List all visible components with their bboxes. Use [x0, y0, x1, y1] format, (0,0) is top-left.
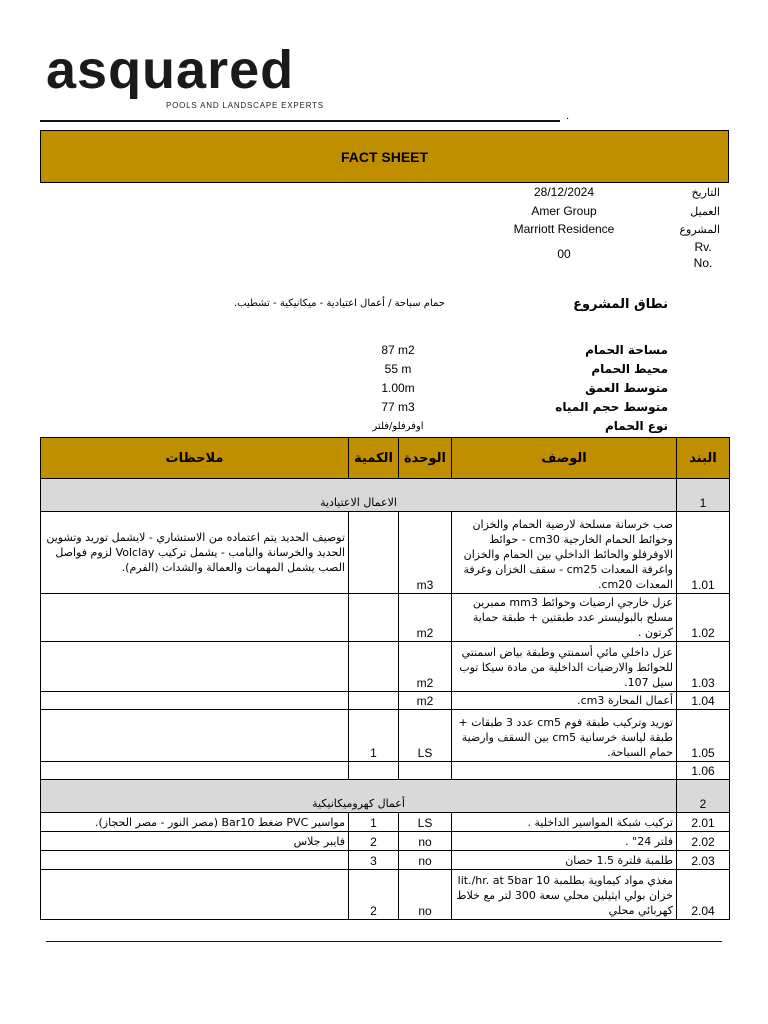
- table-row: [41, 832, 730, 851]
- scope-label: نطاق المشروع: [573, 297, 668, 312]
- items-table: [40, 437, 730, 920]
- row-qty: [349, 512, 399, 594]
- row-number: 1.04: [677, 692, 730, 710]
- section-number: 2: [677, 780, 730, 813]
- section-row: [41, 780, 730, 813]
- row-number: 1.03: [677, 642, 730, 692]
- row-qty: [349, 762, 399, 780]
- quantity-header: الكمية: [349, 438, 399, 479]
- table-row: [41, 762, 730, 780]
- section-row: [41, 479, 730, 512]
- row-qty: [349, 692, 399, 710]
- document-title: FACT SHEET: [40, 130, 729, 183]
- row-number: 1.02: [677, 594, 730, 642]
- client-label: العميل: [690, 206, 720, 218]
- water-volume-value: 77 m3: [381, 400, 415, 414]
- row-note: توصيف الحديد يتم اعتماده من الاستشاري - لايشمل توريد وتشوين الحديد والخرسانة والبامب - يشمل تركيب Volclay لزوم فواصل الصب يشمل المهمات والعمالة والشدات (الفرم).: [41, 512, 349, 594]
- row-note: [41, 762, 349, 780]
- table-row: [41, 870, 730, 920]
- pool-type-value: اوفرفلو/فلتر: [372, 421, 424, 432]
- footer-divider: [46, 941, 722, 942]
- row-description: توريد وتركيب طبقة فوم cm5 عدد 3 طبقات + طبقة لياسة خرسانية cm5 بين السقف وارضية حمام السباحة.: [452, 710, 677, 762]
- table-row: [41, 710, 730, 762]
- row-unit: no: [399, 870, 452, 920]
- row-unit: m2: [399, 642, 452, 692]
- date-label: التاريخ: [691, 187, 720, 199]
- header-divider: [40, 120, 560, 122]
- notes-header: ملاحظات: [41, 438, 349, 479]
- row-unit: m2: [399, 594, 452, 642]
- row-qty: 2: [349, 832, 399, 851]
- project-value: Marriott Residence: [513, 222, 615, 236]
- row-number: 2.01: [677, 813, 730, 832]
- row-note: فايبر جلاس: [41, 832, 349, 851]
- average-depth-label: متوسط العمق: [585, 381, 668, 395]
- row-description: عزل داخلي مائي أسمنتي وطبقة بياض اسمنتي للحوائط والارضيات الداخلية من مادة سيكا توب سيل 107.: [452, 642, 677, 692]
- scope-value: حمام سباحة / أعمال اعتيادية - ميكانيكية - تشطيب.: [233, 298, 445, 309]
- revision-label: Rv. No.: [693, 240, 713, 270]
- row-description: عزل خارجي ارضيات وحوائط mm3 ممبرين مسلح بالبوليستر عدد طبقتين + طبقة حماية كرتون .: [452, 594, 677, 642]
- unit-header: الوحدة: [399, 438, 452, 479]
- row-note: [41, 594, 349, 642]
- company-logo: asquared: [46, 40, 295, 100]
- row-note: [41, 870, 349, 920]
- row-number: 1.06: [677, 762, 730, 780]
- row-description: أعمال المحارة cm3.: [452, 692, 677, 710]
- row-unit: LS: [399, 813, 452, 832]
- row-qty: [349, 642, 399, 692]
- row-description: تركيب شبكة المواسير الداخلية .: [452, 813, 677, 832]
- row-description: فلتر 24" .: [452, 832, 677, 851]
- row-unit: no: [399, 832, 452, 851]
- row-qty: 2: [349, 870, 399, 920]
- row-note: [41, 851, 349, 870]
- project-label: المشروع: [679, 224, 720, 236]
- pool-perimeter-value: 55 m: [384, 362, 412, 376]
- section-number: 1: [677, 479, 730, 512]
- row-unit: LS: [399, 710, 452, 762]
- section-title: أعمال كهروميكانيكية: [41, 780, 677, 813]
- row-description: طلمبة فلترة 1.5 حصان: [452, 851, 677, 870]
- row-note: مواسير PVC ضغط Bar10 (مصر النور - مصر الحجاز).: [41, 813, 349, 832]
- water-volume-label: متوسط حجم المياه: [555, 400, 668, 414]
- table-row: [41, 692, 730, 710]
- row-number: 1.01: [677, 512, 730, 594]
- table-row: [41, 594, 730, 642]
- pool-area-value: 87 m2: [381, 343, 415, 357]
- row-qty: 1: [349, 710, 399, 762]
- row-note: [41, 642, 349, 692]
- table-row: [41, 642, 730, 692]
- row-qty: 3: [349, 851, 399, 870]
- table-row: [41, 851, 730, 870]
- row-number: 2.03: [677, 851, 730, 870]
- pool-type-label: نوع الحمام: [604, 419, 668, 433]
- pool-perimeter-label: محيط الحمام: [591, 362, 668, 376]
- table-header-row: [41, 438, 730, 479]
- row-description: [452, 762, 677, 780]
- row-unit: m3: [399, 512, 452, 594]
- logo-tagline: POOLS AND LANDSCAPE EXPERTS: [166, 101, 324, 110]
- item-header: البند: [677, 438, 730, 479]
- row-unit: [399, 762, 452, 780]
- table-row: [41, 512, 730, 594]
- row-number: 2.02: [677, 832, 730, 851]
- row-number: 2.04: [677, 870, 730, 920]
- row-unit: no: [399, 851, 452, 870]
- client-value: Amer Group: [531, 204, 597, 218]
- pool-area-label: مساحة الحمام: [585, 343, 668, 357]
- row-unit: m2: [399, 692, 452, 710]
- row-note: [41, 692, 349, 710]
- row-qty: 1: [349, 813, 399, 832]
- header-dot: .: [566, 111, 570, 122]
- row-note: [41, 710, 349, 762]
- table-row: [41, 813, 730, 832]
- row-description: صب خرسانة مسلحة لارضية الحمام والخزان وحوائط الحمام الخارجية cm30 - حوائط الاوفرفلو والحائط الداخلي بين الحمام والخزان واغرفة المعدات cm25 - سقف الخزان وغرفة المعدات cm20.: [452, 512, 677, 594]
- row-qty: [349, 594, 399, 642]
- revision-value: 00: [557, 247, 571, 261]
- row-number: 1.05: [677, 710, 730, 762]
- average-depth-value: 1.00m: [381, 381, 415, 395]
- section-title: الاعمال الاعتيادية: [41, 479, 677, 512]
- date-value: 28/12/2024: [533, 185, 595, 199]
- row-description: مغذي مواد كيماوية بطلمبة 10 lit./hr. at 5bar خزان بولي ايثيلين محلي سعة 300 لتر مع خلاط كهربائي محلي: [452, 870, 677, 920]
- description-header: الوصف: [452, 438, 677, 479]
